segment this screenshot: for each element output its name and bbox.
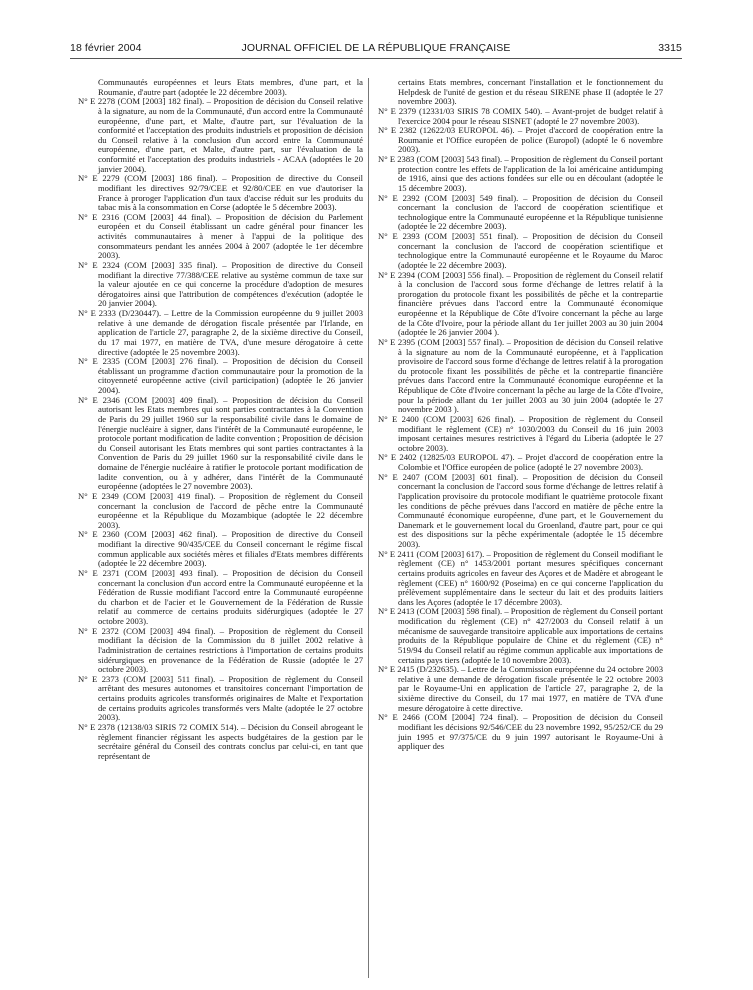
list-item: N° E 2394 (COM [2003] 556 final). – Proposition de règlement du Conseil relatif à la conclusion de l'accord sous forme d'échange de lettres relatif à la prorogation du protocole fixant les possibilités de pêche et la contrepartie financière prévues dans l'accord entre la Communauté économique européenne et la République de Côte d'Ivoire concernant la pêche au large de la Côte d'Ivoire, pour la période allant du 1er juillet 2003 au 30 juin 2004 (adoptée le 26 janvier 2004 ). [378,269,663,338]
list-item: N° E 2278 (COM [2003] 182 final). – Proposition de décision du Conseil relative à la signature, au nom de la Communauté, d'un accord entre la Communauté européenne, d'une part, et Malte, d'autre part, sur l'évaluation de la conformité et l'acceptation des produits industriels et proposition de décision du Conseil relative à la conclusion d'un accord entre la Communauté européenne, d'une part, et Malte, d'autre part, sur l'évaluation de la conformité et l'acceptation des produits industriels - ACAA (adoptées le 20 janvier 2004). [78,96,363,174]
list-item: N° E 2411 (COM [2003] 617). – Proposition de règlement du Conseil modifiant le règlement (CE) n° 1453/2001 portant mesures spécifiques concernant certains produits agricoles en faveur des Açores et de Madère et abrogeant le règlement (CEE) n° 1600/92 (Poseima) en ce qui concerne l'application du prélèvement supplémentaire dans le secteur du lait et des produits laitiers dans les Açores (adoptée le 17 décembre 2003). [378,548,663,607]
list-item: N° E 2335 (COM [2003] 276 final). – Proposition de décision du Conseil établissant un programme d'action communautaire pour la promotion de la citoyenneté européenne active (civil participation) (adoptée le 26 janvier 2004). [78,356,363,395]
list-item: N° E 2379 (12331/03 SIRIS 78 COMIX 540). – Avant-projet de budget relatif à l'exercice 2004 pour le réseau SISNET (adopté le 27 novembre 2003). [378,105,663,126]
list-item: N° E 2372 (COM [2003] 494 final). – Proposition de règlement du Conseil modifiant la décision de la Commission du 8 juillet 2002 relative à l'administration de certaines restrictions à l'importation de certains produits sidérurgiques en provenance de la Fédération de Russie (adoptée le 27 octobre 2003). [78,625,363,675]
list-item: N° E 2466 (COM [2004] 724 final). – Proposition de décision du Conseil modifiant les décisions 92/546/CEE du 23 novembre 1992, 95/252/CE du 29 juin 1995 et 97/375/CE du 9 juin 1997 autorisant le Royaume-Uni à appliquer des [378,712,663,752]
list-item: N° E 2395 (COM [2003] 557 final). – Proposition de décision du Conseil relative à la signature au nom de la Communauté européenne, et à l'application provisoire de l'accord sous forme d'échange de lettres relatif à la prorogation du protocole fixant les possibilités de pêche et la contrepartie financière prévues dans l'accord entre la Communauté économique européenne et la République de Côte d'Ivoire concernant la pêche au large de la Côte d'Ivoire, pour la période allant du 1er juillet 2003 au 30 juin 2004 (adoptée le 27 novembre 2003 ). [378,336,663,415]
right-column [378,78,663,752]
list-item: Communautés européennes et leurs Etats membres, d'une part, et la Roumanie, d'autre part (adoptée le 22 décembre 2003). [98,77,363,97]
list-item: N° E 2324 (COM [2003] 335 final). – Proposition de directive du Conseil modifiant la directive 77/388/CEE relative au système commun de taxe sur la valeur ajoutée en ce qui concerne la procédure d'adoption de mesures dérogatoires ainsi que l'attribution de compétences d'exécution (adoptée le 20 janvier 2004). [78,259,363,309]
list-item: N° E 2349 (COM [2003] 419 final). – Proposition de règlement du Conseil concernant la conclusion de l'accord de pêche entre la Communauté européenne et la République du Mozambique (adoptée le 22 décembre 2003). [78,490,363,530]
list-item: N° E 2316 (COM [2003] 44 final). – Proposition de décision du Parlement européen et du Conseil établissant un cadre général pour financer les activités communautaires à mener à l'appui de la politique des consommateurs pendant les années 2004 à 2007 (adoptée le 1er décembre 2003). [78,211,363,261]
list-item: N° E 2371 (COM [2003] 493 final). – Proposition de décision du Conseil concernant la conclusion d'un accord entre la Communauté européenne et la Fédération de Russie modifiant l'accord entre la Communauté européenne du charbon et de l'acier et le Gouvernement de la Fédération de Russie relatif au commerce de certains produits sidérurgiques (adoptée le 27 octobre 2003). [78,567,363,626]
list-item: N° E 2378 (12138/03 SIRIS 72 COMIX 514). – Décision du Conseil abrogeant le règlement financier régissant les aspects budgétaires de la gestion par le secrétaire général du Conseil des contrats conclus par celui-ci, en tant que représentant de [78,721,363,761]
page-header [70,42,682,56]
column-divider [368,78,369,978]
header-rule [70,58,682,59]
header-date: 18 février 2004 [70,42,142,54]
list-item: N° E 2402 (12825/03 EUROPOL 47). – Projet d'accord de coopération entre la Colombie et l'Office européen de police (adopté le 27 novembre 2003). [378,452,663,472]
list-item: N° E 2392 (COM [2003] 549 final). – Proposition de décision du Conseil concernant la conclusion de l'accord de coopération scientifique et technologique entre la Communauté européenne et la République tunisienne (adoptée le 22 décembre 2003). [378,192,663,232]
header-page-number: 3315 [658,42,682,54]
list-item: N° E 2413 (COM [2003] 598 final). – Proposition de règlement du Conseil portant modification du règlement (CE) n° 427/2003 du Conseil relatif à un mécanisme de sauvegarde transitoire applicable aux importations de certains produits de la République populaire de Chine et du règlement (CE) n° 519/94 du Conseil relatif au régime commun applicable aux importations de certains pays tiers (adoptée le 10 novembre 2003). [378,606,663,665]
header-journal-title: JOURNAL OFFICIEL DE LA RÉPUBLIQUE FRANÇAISE [241,42,511,54]
list-item: N° E 2400 (COM [2003] 626 final). – Proposition de règlement du Conseil modifiant le règlement (CE) n° 1030/2003 du Conseil du 16 juin 2003 imposant certaines mesures restrictives à l'égard du Liberia (adoptée le 27 octobre 2003). [378,413,663,453]
list-item: N° E 2279 (COM [2003] 186 final). – Proposition de directive du Conseil modifiant les directives 92/79/CEE et 92/80/CEE en vue d'autoriser la France à proroger l'application d'un taux d'accise réduit sur les produits du tabac mis à la consommation en Corse (adoptée le 5 décembre 2003). [78,173,363,213]
list-item: N° E 2383 (COM [2003] 543 final). – Proposition de règlement du Conseil portant protection contre les effets de l'application de la loi américaine antidumping de 1916, ainsi que des actions fondées sur elle ou en découlant (adoptée le 15 décembre 2003). [378,154,663,193]
list-item: N° E 2407 (COM [2003] 601 final). – Proposition de décision du Conseil concernant la conclusion de l'accord sous forme d'échange de lettres relatif à l'application provisoire du protocole modifiant le quatrième protocole fixant les conditions de pêche prévues dans l'accord en matière de pêche entre la Communauté économique européenne, d'une part, et le Gouvernement du Danemark et le gouvernement local du Groenland, d'autre part, pour ce qui est des dispositions sur la pêche expérimentale (adoptée le 15 décembre 2003). [378,471,663,549]
list-item: N° E 2360 (COM [2003] 462 final). – Proposition de directive du Conseil modifiant la directive 90/435/CEE du Conseil concernant le régime fiscal commun applicable aux sociétés mères et filiales d'Etats membres différents (adoptée le 22 décembre 2003). [78,529,363,569]
list-item: N° E 2393 (COM [2003] 551 final). – Proposition de décision du Conseil concernant la conclusion de l'accord de coopération scientifique et technologique entre la Communauté européenne et le Royaume du Maroc (adoptée le 22 décembre 2003). [378,231,663,270]
left-column [78,78,363,761]
list-item: N° E 2346 (COM [2003] 409 final). – Proposition de décision du Conseil autorisant les Etats membres qui sont parties contractantes à la Convention de Paris du 29 juillet 1960 sur la responsabilité civile dans le domaine de l'énergie nucléaire à signer, dans l'intérêt de la Communauté européenne, le protocole portant modification de ladite convention ; Proposition de décision du Conseil autorisant les Etats membres qui sont parties contractantes à la Convention de Paris du 29 juillet 1960 sur la responsabilité civile dans le domaine de l'énergie nucléaire à ratifier le protocole portant modification de ladite convention, ou à y adhérer, dans l'intérêt de la Communauté européenne (adoptées le 27 novembre 2003). [78,394,363,492]
list-item: N° E 2415 (D/232635). – Lettre de la Commission européenne du 24 octobre 2003 relative à une demande de dérogation fiscale présentée le 22 octobre 2003 par le Royaume-Uni en application de l'article 27, paragraphe 2, de la sixième directive du Conseil, du 17 mai 1977, en matière de TVA d'une mesure dérogatoire à cette directive. [378,664,663,713]
list-item: N° E 2382 (12622/03 EUROPOL 46). – Projet d'accord de coopération entre la Roumanie et l'Office européen de police (Europol) (adopté le 6 novembre 2003). [378,125,663,155]
list-item: N° E 2373 (COM [2003] 511 final). – Proposition de règlement du Conseil arrêtant des mesures autonomes et transitoires concernant l'importation de certains produits agricoles transformés originaires de Malte et l'exportation de certains produits agricoles transformés vers Malte (adoptée le 27 octobre 2003). [78,673,363,723]
list-item: certains Etats membres, concernant l'installation et le fonctionnement du Helpdesk de l'unité de gestion et du réseau SIRENE phase II (adoptée le 27 novembre 2003). [398,77,663,107]
list-item: N° E 2333 (D/230447). – Lettre de la Commission européenne du 9 juillet 2003 relative à une demande de dérogation fiscale présentée par l'Irlande, en application de l'article 27, paragraphe 2, de la sixième directive du Conseil, du 17 mai 1977, en matière de TVA, d'une mesure dérogatoire à cette directive (adoptée le 25 novembre 2003). [78,308,363,357]
